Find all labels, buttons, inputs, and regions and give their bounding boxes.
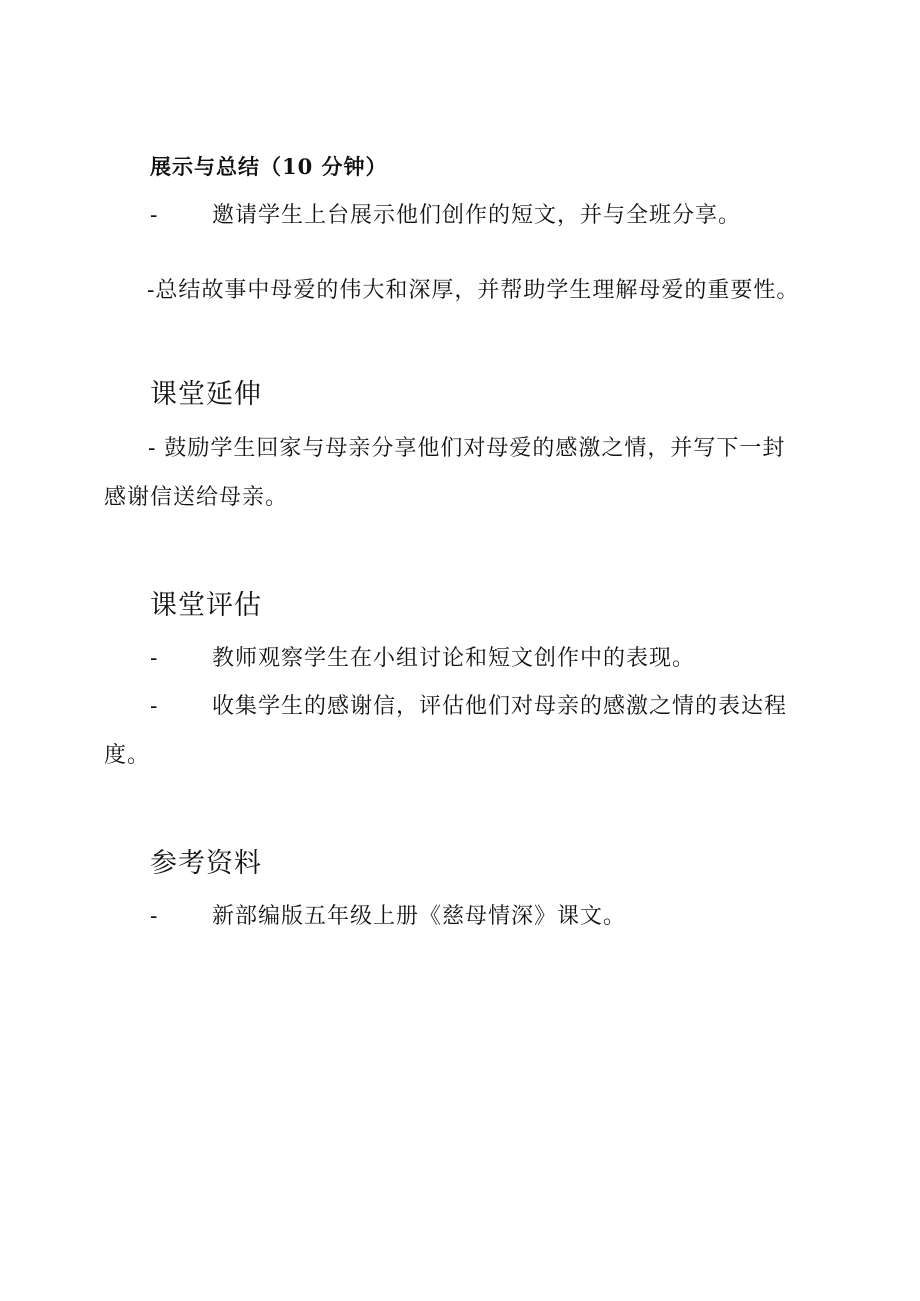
- bullet-dash: -: [150, 203, 158, 228]
- bullet-dash: -: [150, 904, 158, 929]
- summary-item-2: -总结故事中母爱的伟大和深厚，并帮助学生理解母爱的重要性。: [147, 278, 800, 303]
- assessment-item-2-line-2: 度。: [104, 743, 151, 768]
- assessment-item-1: 教师观察学生在小组讨论和短文创作中的表现。: [212, 646, 696, 671]
- references-item-1: 新部编版五年级上册《慈母情深》课文。: [212, 904, 627, 929]
- summary-item-1: 邀请学生上台展示他们创作的短文，并与全班分享。: [212, 203, 742, 228]
- extension-text-line-2: 感谢信送给母亲。: [104, 485, 289, 510]
- extension-text-line-1: - 鼓励学生回家与母亲分享他们对母爱的感激之情，并写下一封: [148, 436, 786, 461]
- section-heading-references: 参考资料: [150, 848, 262, 879]
- bullet-dash: -: [150, 694, 158, 719]
- section-heading-summary: 展示与总结（10 分钟）: [150, 154, 388, 179]
- section-heading-assessment: 课堂评估: [150, 590, 262, 621]
- assessment-item-2-line-1: 收集学生的感谢信，评估他们对母亲的感激之情的表达程: [212, 694, 788, 719]
- section-heading-extension: 课堂延伸: [150, 379, 262, 410]
- bullet-dash: -: [150, 646, 158, 671]
